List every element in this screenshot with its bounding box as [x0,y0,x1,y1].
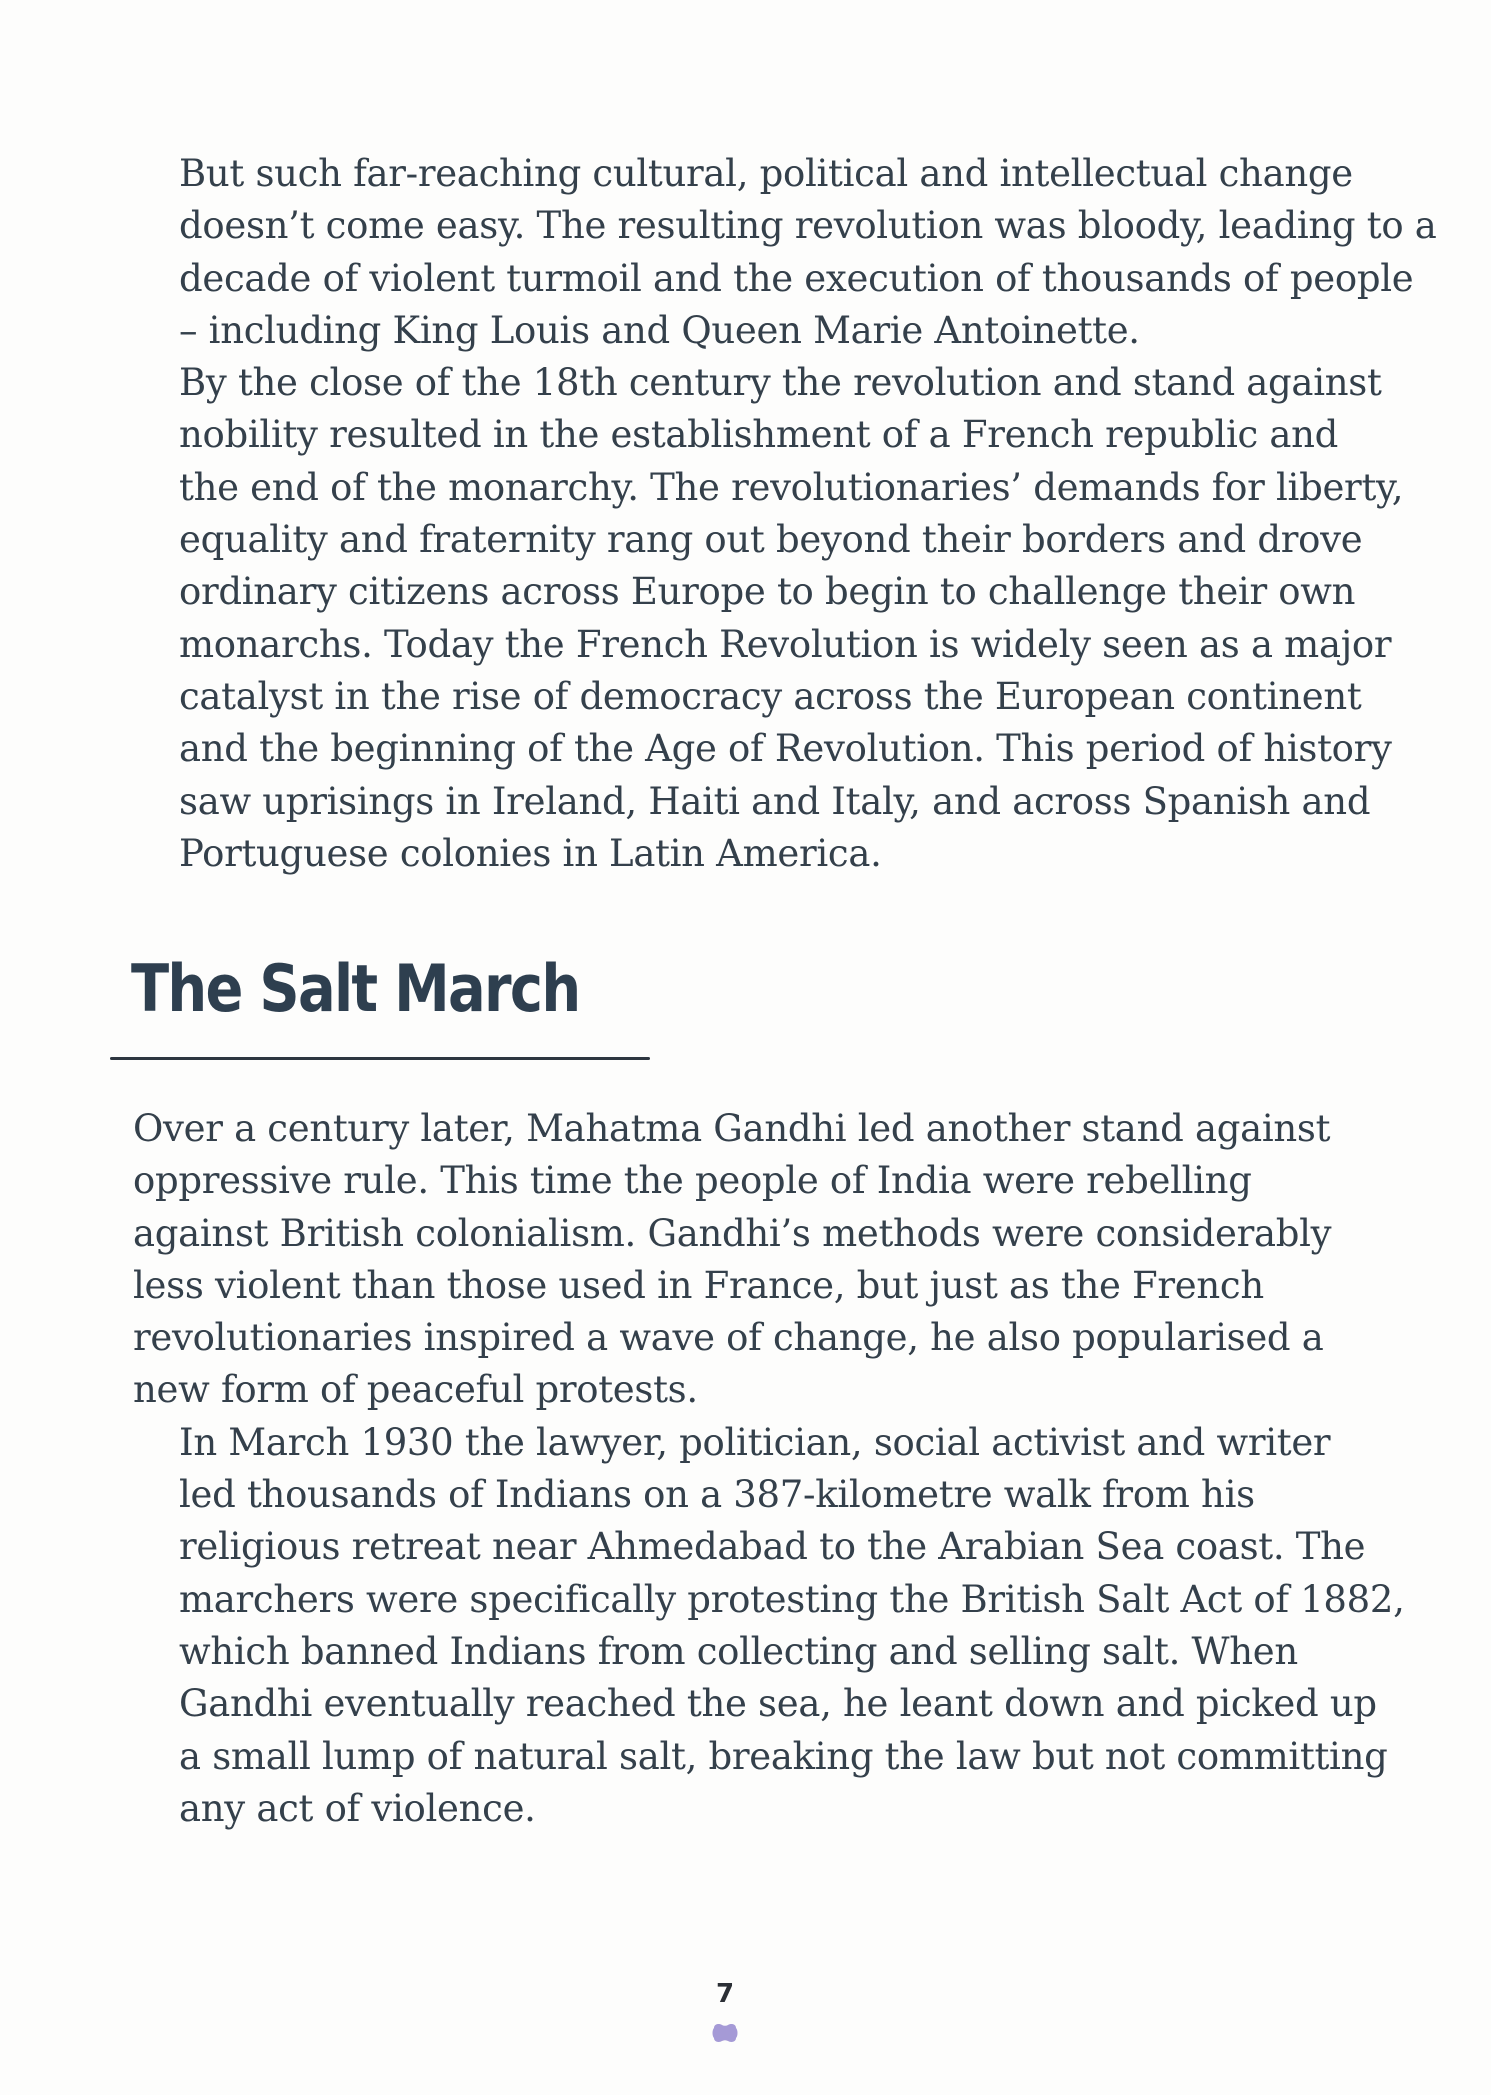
text-line: saw uprisings in Ireland, Haiti and Italy, and across Spanish and [179,779,1371,823]
text-line: decade of violent turmoil and the execution of thousands of people [179,256,1414,300]
text-line: equality and fraternity rang out beyond their borders and drove [179,518,1363,562]
text-line: nobility resulted in the establishment of a French republic and [179,413,1339,457]
text-line: new form of peaceful protests. [133,1368,698,1412]
text-line: less violent than those used in France, but just as the French [133,1263,1264,1307]
text-line: which banned Indians from collecting and selling salt. When [179,1629,1298,1673]
text-line: Gandhi eventually reached the sea, he leant down and picked up [179,1682,1377,1726]
paragraph [133,357,1404,880]
text-line: monarchs. Today the French Revolution is widely seen as a major [179,622,1392,666]
heading-underline-divider [110,1057,650,1060]
text-line: a small lump of natural salt, breaking the law but not committing [179,1734,1388,1778]
text-line: doesn’t come easy. The resulting revolution was bloody, leading to a [179,204,1437,248]
paragraph [133,148,1437,357]
text-line: Over a century later, Mahatma Gandhi led another stand against [133,1107,1331,1150]
text-line: Portuguese colonies in Latin America. [179,831,882,875]
paragraph [133,1417,1405,1835]
text-line: oppressive rule. This time the people of India were rebelling [133,1159,1252,1203]
paragraph [133,1103,1333,1417]
text-line: religious retreat near Ahmedabad to the Arabian Sea coast. The [179,1525,1366,1569]
text-line: any act of violence. [179,1786,536,1830]
page-number: 7 [715,1979,735,2009]
text-line: and the beginning of the Age of Revolution. This period of history [179,727,1392,771]
text-line: the end of the monarchy. The revolutionaries’ demands for liberty, [179,465,1404,509]
text-line: ordinary citizens across Europe to begin to challenge their own [179,570,1356,614]
text-line: led thousands of Indians on a 387-kilometre walk from his [179,1473,1255,1517]
text-line: revolutionaries inspired a wave of change, he also popularised a [133,1316,1324,1360]
text-line: – including King Louis and Queen Marie Antoinette. [179,308,1140,352]
text-line: By the close of the 18th century the revolution and stand against [179,361,1382,405]
text-line: In March 1930 the lawyer, politician, social activist and writer [179,1420,1331,1464]
text-line: marchers were specifically protesting the British Salt Act of 1882, [179,1577,1405,1621]
body-text-french-revolution [133,148,1437,880]
text-line: against British colonialism. Gandhi’s methods were considerably [133,1211,1332,1255]
section-heading: The Salt March [131,952,580,1027]
page-ornament-icon [711,2022,739,2044]
text-line: But such far-reaching cultural, political and intellectual change [179,152,1353,195]
text-line: catalyst in the rise of democracy across the European continent [179,674,1362,718]
body-text-salt-march [133,1103,1405,1835]
